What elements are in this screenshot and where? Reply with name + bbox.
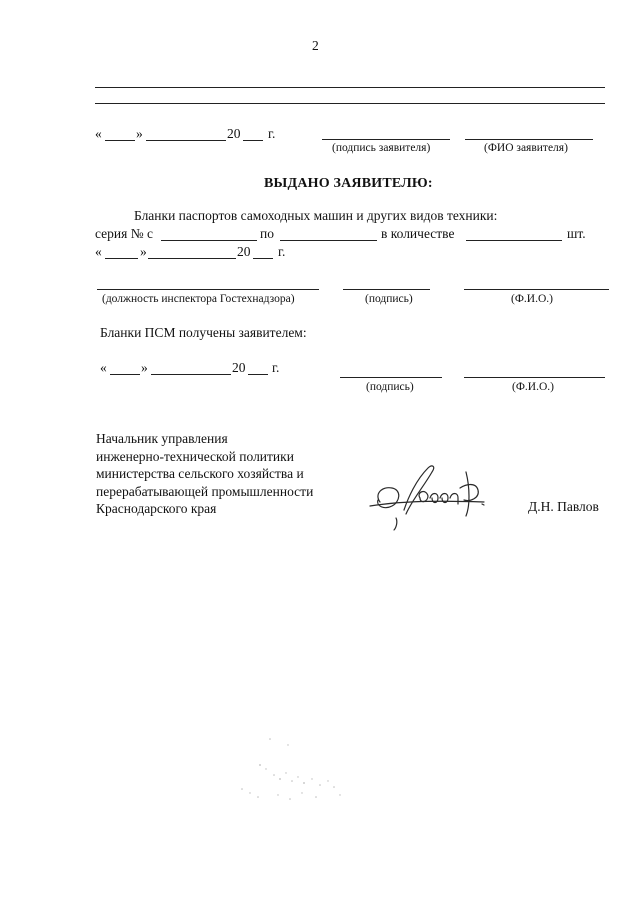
year-prefix: 20	[232, 360, 246, 375]
received-name-line	[464, 377, 605, 378]
signatory-title-line: перерабатывающей промышленности	[96, 483, 314, 499]
applicant-name-line	[465, 139, 593, 140]
open-quote: «	[95, 126, 102, 141]
year-prefix: 20	[227, 126, 241, 141]
signatory-title-line: министерства сельского хозяйства и	[96, 466, 304, 481]
applicant-signature-caption: (подпись заявителя)	[332, 142, 431, 154]
received-signature-caption: (подпись)	[366, 381, 414, 393]
inspector-signature-line	[343, 289, 430, 290]
signatory-title-line: Краснодарского края	[96, 501, 217, 516]
received-text: Бланки ПСМ получены заявителем:	[100, 325, 307, 340]
inspector-name-line	[464, 289, 609, 290]
year-prefix: 20	[237, 244, 251, 259]
series-to-blank	[280, 240, 377, 241]
received-signature-line	[340, 377, 442, 378]
signatory-title	[96, 430, 313, 518]
year-blank	[253, 258, 273, 259]
received-name-caption: (Ф.И.О.)	[512, 381, 554, 393]
quantity-blank	[466, 240, 562, 241]
inspector-signature-caption: (подпись)	[365, 293, 413, 305]
signatory-title-line: Начальник управления	[96, 431, 228, 446]
year-suffix: г.	[272, 360, 280, 375]
day-blank	[105, 140, 135, 141]
month-blank	[151, 374, 231, 375]
year-suffix: г.	[278, 244, 286, 259]
inspector-position-caption: (должность инспектора Гостехнадзора)	[102, 293, 295, 305]
unit-label: шт.	[567, 226, 586, 241]
handwritten-signature	[366, 458, 496, 532]
year-blank	[248, 374, 268, 375]
series-from-blank	[161, 240, 257, 241]
close-quote: »	[140, 244, 147, 259]
applicant-name-caption: (ФИО заявителя)	[484, 142, 568, 154]
month-blank	[146, 140, 226, 141]
fill-line-top-2	[95, 103, 605, 104]
inspector-name-caption: (Ф.И.О.)	[511, 293, 553, 305]
applicant-signature-line	[322, 139, 450, 140]
day-blank	[105, 258, 138, 259]
open-quote: «	[95, 244, 102, 259]
close-quote: »	[136, 126, 143, 141]
close-quote: »	[141, 360, 148, 375]
blanks-text: Бланки паспортов самоходных машин и других видов техники:	[134, 208, 498, 223]
year-suffix: г.	[268, 126, 276, 141]
inspector-position-line	[97, 289, 319, 290]
quantity-label: в количестве	[381, 226, 455, 241]
scan-artifact	[230, 735, 370, 805]
series-to-label: по	[260, 226, 274, 241]
series-label: серия № с	[95, 226, 153, 241]
page-number: 2	[312, 38, 319, 53]
signatory-title-line: инженерно-технической политики	[96, 448, 294, 464]
month-blank	[148, 258, 236, 259]
fill-line-top-1	[95, 87, 605, 88]
open-quote: «	[100, 360, 107, 375]
issued-heading: ВЫДАНО ЗАЯВИТЕЛЮ:	[264, 176, 433, 191]
year-blank	[243, 140, 263, 141]
day-blank	[110, 374, 140, 375]
signatory-name: Д.Н. Павлов	[528, 499, 599, 514]
